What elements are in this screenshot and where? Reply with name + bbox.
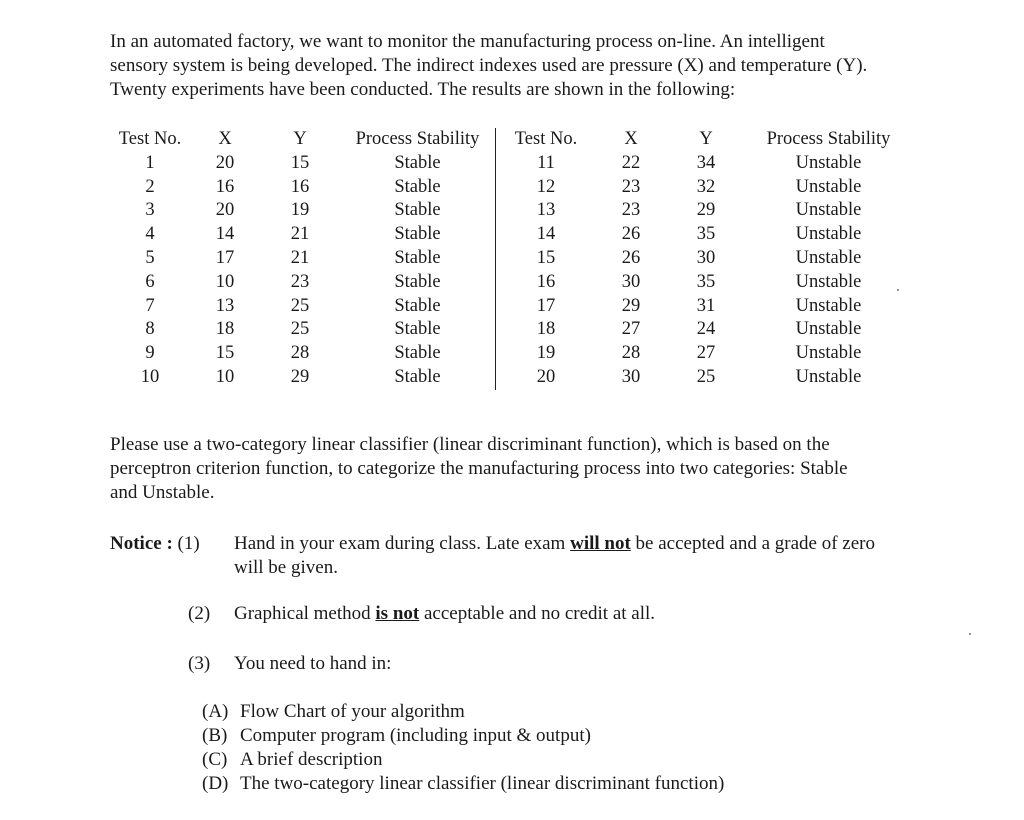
cell-y: 19 <box>290 200 310 221</box>
cell-y: 29 <box>696 200 716 221</box>
stray-mark <box>897 289 899 291</box>
cell-test-no: 2 <box>145 176 155 197</box>
cell-y: 30 <box>696 247 716 268</box>
cell-test-no: 13 <box>496 199 597 223</box>
cell-stability: Stable <box>394 176 441 197</box>
table-row <box>110 199 911 223</box>
cell-test-no: 3 <box>145 200 155 221</box>
header-test-no: Test No. <box>118 129 182 149</box>
notice-title: Notice : <box>110 533 173 554</box>
cell-y: 31 <box>696 295 716 316</box>
cell-test-no: 18 <box>496 318 597 342</box>
cell-y: 15 <box>290 152 310 173</box>
cell-stability: Unstable <box>795 319 862 340</box>
problem-intro <box>110 30 940 102</box>
cell-stability: Stable <box>394 295 441 316</box>
notice-text: You need to hand in: <box>234 653 392 674</box>
cell-x: 10 <box>215 366 235 387</box>
table-row <box>110 271 911 295</box>
experiment-table <box>110 128 911 390</box>
cell-x: 16 <box>215 176 235 197</box>
cell-x: 14 <box>215 224 235 245</box>
cell-stability: Stable <box>394 343 441 364</box>
notice-item-number: (2) <box>188 603 211 624</box>
cell-x: 30 <box>621 271 641 292</box>
header-process-stability: Process Stability <box>355 129 480 149</box>
cell-test-no: 9 <box>145 343 155 364</box>
header-y: Y <box>699 129 713 149</box>
table-header-row <box>110 128 911 152</box>
cell-stability: Unstable <box>795 247 862 268</box>
stray-mark <box>969 633 971 635</box>
list-item-label: (A) <box>202 701 229 722</box>
cell-stability: Unstable <box>795 200 862 221</box>
cell-stability: Stable <box>394 366 441 387</box>
cell-test-no: 15 <box>496 247 597 271</box>
cell-y: 27 <box>696 343 716 364</box>
cell-test-no: 19 <box>496 342 597 366</box>
table-row <box>110 152 911 176</box>
cell-x: 22 <box>621 152 641 173</box>
cell-test-no: 7 <box>145 295 155 316</box>
notice-text: will be given. <box>234 557 338 578</box>
cell-x: 26 <box>621 224 641 245</box>
cell-stability: Stable <box>394 200 441 221</box>
intro-line: In an automated factory, we want to monitor the manufacturing process on-line. An intelligent <box>110 31 825 52</box>
cell-stability: Stable <box>394 152 441 173</box>
task-line: perceptron criterion function, to categorize the manufacturing process into two categories: Stable <box>110 458 848 479</box>
cell-stability: Stable <box>394 319 441 340</box>
table-row <box>110 295 911 319</box>
cell-x: 27 <box>621 319 641 340</box>
cell-test-no: 10 <box>140 366 160 387</box>
cell-x: 20 <box>215 152 235 173</box>
cell-stability: Stable <box>394 224 441 245</box>
cell-x: 20 <box>215 200 235 221</box>
list-item <box>202 700 724 724</box>
list-item <box>202 772 724 796</box>
cell-y: 25 <box>290 295 310 316</box>
notice-text: be accepted and a grade of zero <box>630 533 876 554</box>
list-item-label: (C) <box>202 749 228 770</box>
list-item <box>202 748 724 772</box>
cell-y: 25 <box>290 319 310 340</box>
cell-x: 23 <box>621 200 641 221</box>
cell-test-no: 17 <box>496 295 597 319</box>
cell-test-no: 11 <box>496 152 597 176</box>
cell-stability: Unstable <box>795 271 862 292</box>
table-row <box>110 318 911 342</box>
cell-test-no: 1 <box>145 152 155 173</box>
task-line: and Unstable. <box>110 482 215 503</box>
cell-y: 35 <box>696 271 716 292</box>
deliverables-list <box>202 700 724 796</box>
table-row <box>110 176 911 200</box>
intro-line: sensory system is being developed. The indirect indexes used are pressure (X) and temperature (Y). <box>110 55 868 76</box>
header-y: Y <box>293 129 307 149</box>
header-x: X <box>624 129 638 149</box>
list-item-label: (D) <box>202 773 229 794</box>
cell-stability: Unstable <box>795 343 862 364</box>
cell-stability: Unstable <box>795 152 862 173</box>
cell-x: 10 <box>215 271 235 292</box>
task-description <box>110 433 910 505</box>
table-row <box>110 223 911 247</box>
notice-label <box>110 532 230 556</box>
cell-stability: Unstable <box>795 366 862 387</box>
cell-y: 23 <box>290 271 310 292</box>
list-item-text: Flow Chart of your algorithm <box>240 701 465 722</box>
header-x: X <box>218 129 232 149</box>
cell-stability: Unstable <box>795 176 862 197</box>
notice-text: acceptable and no credit at all. <box>419 603 656 624</box>
cell-y: 35 <box>696 224 716 245</box>
notice-item-2 <box>188 602 655 626</box>
cell-y: 21 <box>290 224 310 245</box>
list-item-text: A brief description <box>240 749 383 770</box>
cell-stability: Unstable <box>795 295 862 316</box>
cell-x: 17 <box>215 247 235 268</box>
emphasis-text: will not <box>570 533 631 554</box>
cell-test-no: 6 <box>145 271 155 292</box>
cell-y: 32 <box>696 176 716 197</box>
cell-stability: Stable <box>394 271 441 292</box>
header-process-stability: Process Stability <box>766 129 891 149</box>
cell-y: 24 <box>696 319 716 340</box>
cell-x: 13 <box>215 295 235 316</box>
list-item-text: The two-category linear classifier (linear discriminant function) <box>240 773 725 794</box>
notice-item-3 <box>188 652 391 676</box>
cell-test-no: 20 <box>496 366 597 390</box>
cell-test-no: 14 <box>496 223 597 247</box>
notice-text: Graphical method <box>234 603 376 624</box>
cell-test-no: 8 <box>145 319 155 340</box>
cell-test-no: 16 <box>496 271 597 295</box>
task-line: Please use a two-category linear classifier (linear discriminant function), which is based on the <box>110 434 830 455</box>
cell-y: 34 <box>696 152 716 173</box>
cell-stability: Unstable <box>795 224 862 245</box>
cell-x: 18 <box>215 319 235 340</box>
cell-stability: Stable <box>394 247 441 268</box>
cell-test-no: 5 <box>145 247 155 268</box>
cell-test-no: 12 <box>496 176 597 200</box>
list-item <box>202 724 724 748</box>
cell-y: 29 <box>290 366 310 387</box>
cell-x: 30 <box>621 366 641 387</box>
cell-test-no: 4 <box>145 224 155 245</box>
header-test-no: Test No. <box>496 128 597 152</box>
intro-line: Twenty experiments have been conducted. The results are shown in the following: <box>110 79 736 100</box>
notice-item-number: (3) <box>188 653 211 674</box>
table-row <box>110 247 911 271</box>
table-row <box>110 366 911 390</box>
notice-item-1 <box>234 532 924 580</box>
notice-item-number: (1) <box>177 533 200 554</box>
cell-x: 23 <box>621 176 641 197</box>
table-body <box>110 152 911 390</box>
emphasis-text: is not <box>375 603 420 624</box>
notice-text: Hand in your exam during class. Late exam <box>234 533 571 554</box>
cell-y: 16 <box>290 176 310 197</box>
cell-y: 25 <box>696 366 716 387</box>
cell-y: 28 <box>290 343 310 364</box>
cell-x: 28 <box>621 343 641 364</box>
list-item-text: Computer program (including input & output) <box>240 725 591 746</box>
cell-x: 15 <box>215 343 235 364</box>
table-row <box>110 342 911 366</box>
cell-y: 21 <box>290 247 310 268</box>
cell-x: 29 <box>621 295 641 316</box>
cell-x: 26 <box>621 247 641 268</box>
list-item-label: (B) <box>202 725 228 746</box>
